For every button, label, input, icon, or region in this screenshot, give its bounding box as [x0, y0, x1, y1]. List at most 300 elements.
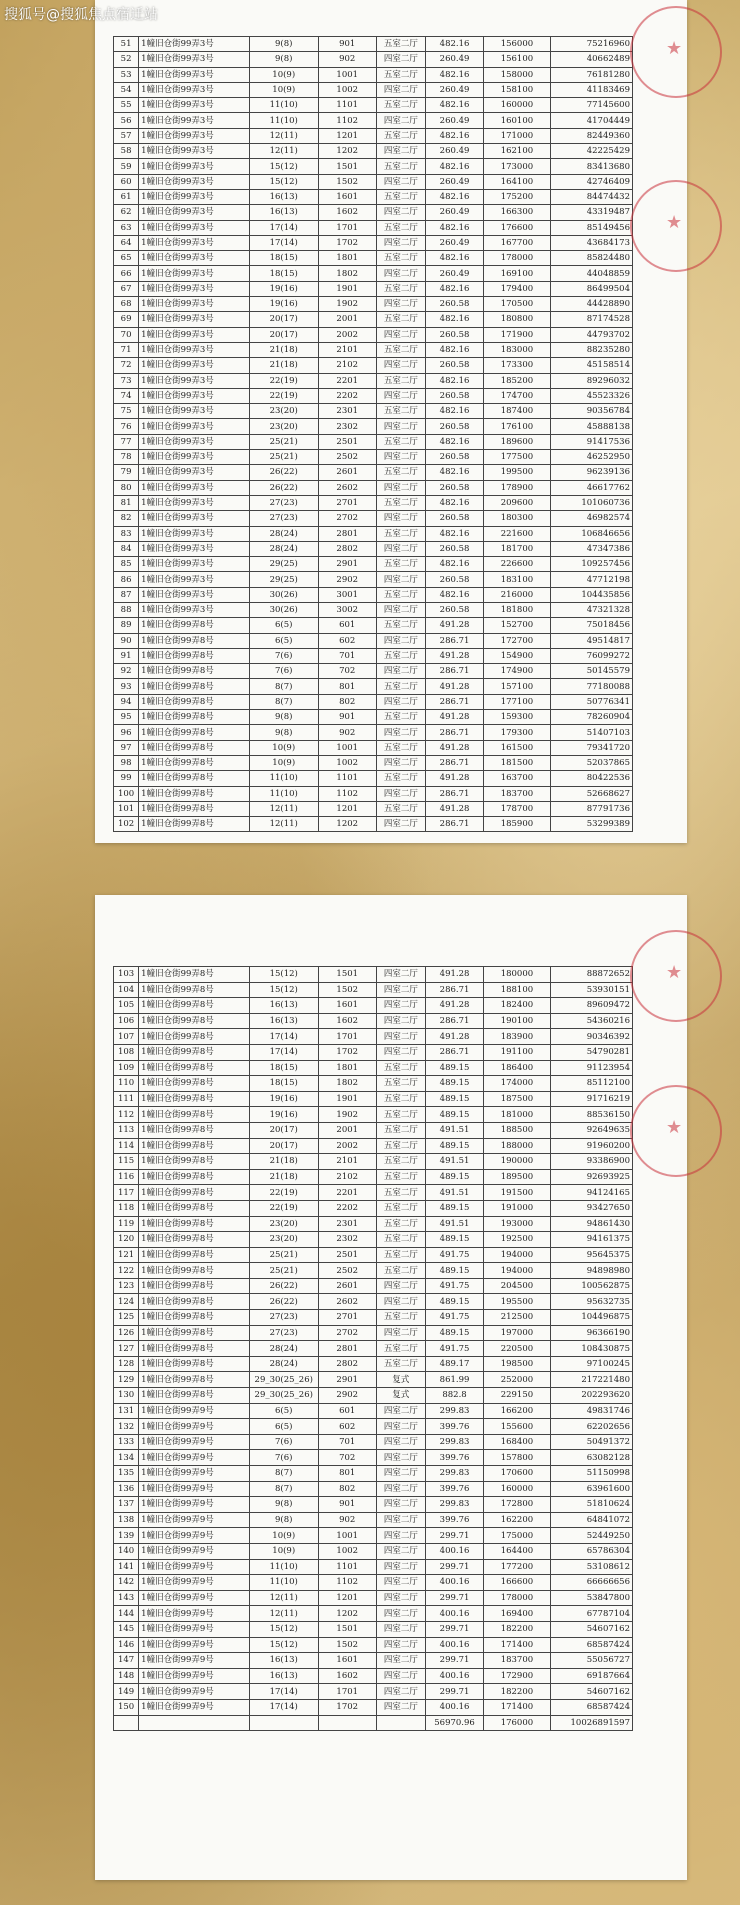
row-number-cell: 91 [114, 648, 139, 663]
table-row [114, 52, 633, 67]
room-number-cell: 902 [318, 1512, 376, 1528]
row-number-cell: 111 [114, 1091, 139, 1107]
layout-type-cell: 四室二厅 [376, 1699, 425, 1715]
total-price-cell: 63961600 [550, 1481, 632, 1497]
row-number-cell: 104 [114, 982, 139, 998]
floor-label-cell: 17(14) [249, 235, 318, 250]
row-number-cell: 65 [114, 251, 139, 266]
unit-price-cell: 158000 [484, 67, 551, 82]
total-price-cell: 43684173 [550, 235, 632, 250]
table-row [114, 817, 633, 832]
floor-area-cell: 482.16 [426, 495, 484, 510]
layout-type-cell: 四室二厅 [376, 541, 425, 556]
layout-type-cell: 四室二厅 [376, 1434, 425, 1450]
table-row [114, 1481, 633, 1497]
floor-area-cell: 491.75 [426, 1278, 484, 1294]
floor-label-cell: 11(10) [249, 113, 318, 128]
floor-label-cell: 20(17) [249, 1138, 318, 1154]
total-price-cell: 50145579 [550, 664, 632, 679]
layout-type-cell: 复式 [376, 1388, 425, 1404]
total-price-cell: 85824480 [550, 251, 632, 266]
building-address-cell: 1幢旧仓街99弄3号 [139, 419, 250, 434]
unit-price-cell: 183000 [484, 342, 551, 357]
unit-price-cell: 156000 [484, 37, 551, 52]
row-number-cell: 141 [114, 1559, 139, 1575]
floor-area-cell: 286.71 [426, 982, 484, 998]
room-number-cell: 3002 [318, 602, 376, 617]
table-row [114, 1247, 633, 1263]
total-price-cell: 96366190 [550, 1325, 632, 1341]
floor-label-cell: 6(5) [249, 618, 318, 633]
layout-type-cell: 四室二厅 [376, 358, 425, 373]
floor-label-cell: 30(26) [249, 602, 318, 617]
unit-price-cell: 172900 [484, 1668, 551, 1684]
unit-price-cell: 188000 [484, 1138, 551, 1154]
room-number-cell: 2901 [318, 1372, 376, 1388]
building-address-cell: 1幢旧仓街99弄9号 [139, 1528, 250, 1544]
row-number-cell: 105 [114, 998, 139, 1014]
table-row [114, 495, 633, 510]
table-row [114, 297, 633, 312]
row-number-cell: 134 [114, 1450, 139, 1466]
layout-type-cell: 四室二厅 [376, 694, 425, 709]
layout-type-cell: 四室二厅 [376, 1606, 425, 1622]
row-number-cell [114, 1715, 139, 1731]
floor-area-cell: 286.71 [426, 1013, 484, 1029]
floor-area-cell: 482.16 [426, 557, 484, 572]
floor-label-cell: 26(22) [249, 480, 318, 495]
layout-type-cell: 四室二厅 [376, 725, 425, 740]
total-price-cell: 91960200 [550, 1138, 632, 1154]
total-price-cell: 40662489 [550, 52, 632, 67]
row-number-cell: 106 [114, 1013, 139, 1029]
source-watermark: 搜狐号@搜狐焦点宿迁站 [4, 7, 158, 23]
floor-area-cell: 260.49 [426, 144, 484, 159]
floor-label-cell: 23(20) [249, 404, 318, 419]
unit-price-cell: 177500 [484, 450, 551, 465]
row-number-cell: 88 [114, 602, 139, 617]
unit-price-cell: 170600 [484, 1466, 551, 1482]
unit-price-cell: 152700 [484, 618, 551, 633]
floor-area-cell: 482.16 [426, 189, 484, 204]
floor-area-cell: 491.28 [426, 801, 484, 816]
layout-type-cell: 四室二厅 [376, 1403, 425, 1419]
floor-label-cell: 29(25) [249, 557, 318, 572]
table-row [114, 1543, 633, 1559]
total-price-cell: 94898980 [550, 1263, 632, 1279]
layout-type-cell: 五室二厅 [376, 1060, 425, 1076]
table-row [114, 1466, 633, 1482]
total-price-cell: 95632735 [550, 1294, 632, 1310]
floor-area-cell: 491.28 [426, 998, 484, 1014]
layout-type-cell: 五室二厅 [376, 1310, 425, 1326]
floor-area-cell: 482.16 [426, 312, 484, 327]
table-row [114, 526, 633, 541]
floor-area-cell: 260.58 [426, 480, 484, 495]
table-row [114, 541, 633, 556]
total-price-cell: 78260904 [550, 710, 632, 725]
building-address-cell: 1幢旧仓街99弄3号 [139, 189, 250, 204]
building-address-cell: 1幢旧仓街99弄8号 [139, 725, 250, 740]
total-price-cell: 69187664 [550, 1668, 632, 1684]
floor-label-cell: 21(18) [249, 1154, 318, 1170]
floor-area-cell: 260.58 [426, 297, 484, 312]
building-address-cell: 1幢旧仓街99弄3号 [139, 511, 250, 526]
total-price-cell: 50776341 [550, 694, 632, 709]
row-number-cell: 72 [114, 358, 139, 373]
floor-label-cell: 28(24) [249, 1356, 318, 1372]
row-number-cell: 59 [114, 159, 139, 174]
table-row [114, 557, 633, 572]
total-price-cell: 49514817 [550, 633, 632, 648]
total-price-cell: 79341720 [550, 740, 632, 755]
table-row [114, 1107, 633, 1123]
floor-area-cell: 260.58 [426, 511, 484, 526]
unit-price-cell: 156100 [484, 52, 551, 67]
floor-area-cell: 260.58 [426, 419, 484, 434]
table-row [114, 465, 633, 480]
floor-area-cell: 299.71 [426, 1653, 484, 1669]
floor-label-cell: 20(17) [249, 327, 318, 342]
table-row [114, 98, 633, 113]
floor-label-cell: 19(16) [249, 297, 318, 312]
row-number-cell: 57 [114, 128, 139, 143]
floor-label-cell: 22(19) [249, 1200, 318, 1216]
layout-type-cell: 四室二厅 [376, 1684, 425, 1700]
unit-price-cell: 172800 [484, 1497, 551, 1513]
row-number-cell: 51 [114, 37, 139, 52]
table-row [114, 128, 633, 143]
row-number-cell: 98 [114, 755, 139, 770]
row-number-cell: 123 [114, 1278, 139, 1294]
layout-type-cell: 四室二厅 [376, 755, 425, 770]
building-address-cell: 1幢旧仓街99弄9号 [139, 1419, 250, 1435]
total-price-cell: 68587424 [550, 1699, 632, 1715]
table-row [114, 1699, 633, 1715]
unit-price-cell: 189500 [484, 1169, 551, 1185]
layout-type-cell: 五室二厅 [376, 618, 425, 633]
floor-area-cell: 861.99 [426, 1372, 484, 1388]
floor-label-cell: 29(25) [249, 572, 318, 587]
total-price-cell: 45888138 [550, 419, 632, 434]
row-number-cell: 74 [114, 388, 139, 403]
table-row [114, 1013, 633, 1029]
total-price-cell: 91123954 [550, 1060, 632, 1076]
building-address-cell: 1幢旧仓街99弄3号 [139, 526, 250, 541]
floor-area-cell: 482.16 [426, 587, 484, 602]
room-number-cell: 1002 [318, 755, 376, 770]
table-row [114, 648, 633, 663]
total-price-cell: 53299389 [550, 817, 632, 832]
floor-label-cell: 18(15) [249, 1060, 318, 1076]
total-price-cell: 88235280 [550, 342, 632, 357]
table-row [114, 511, 633, 526]
unit-price-cell: 174900 [484, 664, 551, 679]
table-row [114, 312, 633, 327]
floor-label-cell: 21(18) [249, 342, 318, 357]
total-price-cell: 54790281 [550, 1044, 632, 1060]
floor-label-cell: 8(7) [249, 1481, 318, 1497]
table-row [114, 235, 633, 250]
unit-price-cell: 186400 [484, 1060, 551, 1076]
room-number-cell: 1101 [318, 1559, 376, 1575]
table-row [114, 159, 633, 174]
unit-price-cell: 162200 [484, 1512, 551, 1528]
floor-label-cell: 17(14) [249, 220, 318, 235]
building-address-cell: 1幢旧仓街99弄8号 [139, 710, 250, 725]
total-price-cell: 46982574 [550, 511, 632, 526]
table-row [114, 342, 633, 357]
total-price-cell: 90346392 [550, 1029, 632, 1045]
room-number-cell: 2702 [318, 1325, 376, 1341]
building-address-cell: 1幢旧仓街99弄8号 [139, 1044, 250, 1060]
table-row [114, 1263, 633, 1279]
layout-type-cell: 五室二厅 [376, 801, 425, 816]
floor-area-cell: 482.16 [426, 465, 484, 480]
unit-price-cell: 160000 [484, 98, 551, 113]
floor-area-cell: 482.16 [426, 220, 484, 235]
floor-area-cell: 482.16 [426, 128, 484, 143]
total-price-cell: 82449360 [550, 128, 632, 143]
unit-price-cell: 166600 [484, 1575, 551, 1591]
building-address-cell: 1幢旧仓街99弄3号 [139, 327, 250, 342]
total-price-cell: 66666656 [550, 1575, 632, 1591]
unit-price-cell: 178900 [484, 480, 551, 495]
row-number-cell: 56 [114, 113, 139, 128]
company-seal-stamp [630, 180, 722, 272]
row-number-cell: 119 [114, 1216, 139, 1232]
unit-price-cell: 166200 [484, 1403, 551, 1419]
layout-type-cell: 四室二厅 [376, 967, 425, 983]
unit-price-cell: 155600 [484, 1419, 551, 1435]
building-address-cell: 1幢旧仓街99弄8号 [139, 664, 250, 679]
floor-area-cell: 482.16 [426, 342, 484, 357]
floor-area-cell: 489.15 [426, 1263, 484, 1279]
floor-label-cell: 16(13) [249, 1668, 318, 1684]
building-address-cell: 1幢旧仓街99弄3号 [139, 480, 250, 495]
total-price-cell: 100562875 [550, 1278, 632, 1294]
building-address-cell: 1幢旧仓街99弄8号 [139, 1372, 250, 1388]
room-number-cell: 1502 [318, 982, 376, 998]
table-row [114, 1294, 633, 1310]
floor-label-cell: 11(10) [249, 786, 318, 801]
room-number-cell: 1202 [318, 1606, 376, 1622]
building-address-cell: 1幢旧仓街99弄8号 [139, 755, 250, 770]
total-price-cell: 45523326 [550, 388, 632, 403]
total-price-cell: 88872652 [550, 967, 632, 983]
row-number-cell: 150 [114, 1699, 139, 1715]
unit-price-cell: 179400 [484, 281, 551, 296]
floor-area-cell: 482.16 [426, 373, 484, 388]
total-price-cell: 97100245 [550, 1356, 632, 1372]
total-price-cell: 47712198 [550, 572, 632, 587]
layout-type-cell: 五室二厅 [376, 740, 425, 755]
total-price-cell: 53930151 [550, 982, 632, 998]
row-number-cell: 135 [114, 1466, 139, 1482]
room-number-cell [318, 1715, 376, 1731]
floor-label-cell: 8(7) [249, 694, 318, 709]
table-row [114, 694, 633, 709]
layout-type-cell: 四室二厅 [376, 1575, 425, 1591]
floor-area-cell: 491.51 [426, 1216, 484, 1232]
table-row [114, 373, 633, 388]
table-row [114, 1076, 633, 1092]
total-price-cell: 202293620 [550, 1388, 632, 1404]
total-price-cell: 51407103 [550, 725, 632, 740]
layout-type-cell: 四室二厅 [376, 235, 425, 250]
table-row [114, 1325, 633, 1341]
row-number-cell: 138 [114, 1512, 139, 1528]
room-number-cell: 2101 [318, 342, 376, 357]
room-number-cell: 1501 [318, 1621, 376, 1637]
layout-type-cell: 四室二厅 [376, 1621, 425, 1637]
unit-price-cell: 160000 [484, 1481, 551, 1497]
row-number-cell: 63 [114, 220, 139, 235]
floor-area-cell: 260.49 [426, 266, 484, 281]
total-price-cell: 54607162 [550, 1621, 632, 1637]
room-number-cell: 2702 [318, 511, 376, 526]
row-number-cell: 121 [114, 1247, 139, 1263]
layout-type-cell: 五室二厅 [376, 159, 425, 174]
building-address-cell: 1幢旧仓街99弄8号 [139, 648, 250, 663]
table-row [114, 251, 633, 266]
layout-type-cell [376, 1715, 425, 1731]
building-address-cell: 1幢旧仓街99弄8号 [139, 1310, 250, 1326]
room-number-cell: 602 [318, 633, 376, 648]
room-number-cell: 2001 [318, 1122, 376, 1138]
room-number-cell: 2602 [318, 480, 376, 495]
unit-price-cell: 172700 [484, 633, 551, 648]
total-price-cell: 44793702 [550, 327, 632, 342]
layout-type-cell: 四室二厅 [376, 1325, 425, 1341]
row-number-cell: 100 [114, 786, 139, 801]
row-number-cell: 62 [114, 205, 139, 220]
row-number-cell: 84 [114, 541, 139, 556]
floor-label-cell: 10(9) [249, 1543, 318, 1559]
unit-price-cell: 194000 [484, 1263, 551, 1279]
layout-type-cell: 五室二厅 [376, 1200, 425, 1216]
building-address-cell: 1幢旧仓街99弄8号 [139, 1325, 250, 1341]
row-number-cell: 125 [114, 1310, 139, 1326]
building-address-cell: 1幢旧仓街99弄9号 [139, 1450, 250, 1466]
room-number-cell: 2802 [318, 541, 376, 556]
building-address-cell: 1幢旧仓街99弄9号 [139, 1684, 250, 1700]
row-number-cell: 112 [114, 1107, 139, 1123]
unit-price-cell: 170500 [484, 297, 551, 312]
unit-price-cell: 171900 [484, 327, 551, 342]
building-address-cell: 1幢旧仓街99弄8号 [139, 1076, 250, 1092]
row-number-cell: 116 [114, 1169, 139, 1185]
unit-price-cell: 162100 [484, 144, 551, 159]
floor-area-cell: 489.15 [426, 1091, 484, 1107]
total-price-cell: 91417536 [550, 434, 632, 449]
row-number-cell: 101 [114, 801, 139, 816]
price-list-body-1 [114, 37, 633, 832]
layout-type-cell: 五室二厅 [376, 37, 425, 52]
unit-price-cell: 188500 [484, 1122, 551, 1138]
unit-price-cell: 216000 [484, 587, 551, 602]
floor-label-cell: 16(13) [249, 189, 318, 204]
building-address-cell: 1幢旧仓街99弄3号 [139, 312, 250, 327]
floor-label-cell: 8(7) [249, 679, 318, 694]
room-number-cell: 1701 [318, 1029, 376, 1045]
floor-label-cell: 23(20) [249, 419, 318, 434]
floor-label-cell [249, 1715, 318, 1731]
total-price-cell: 80422536 [550, 771, 632, 786]
room-number-cell: 2901 [318, 557, 376, 572]
total-price-cell: 93386900 [550, 1154, 632, 1170]
row-number-cell: 109 [114, 1060, 139, 1076]
row-number-cell: 85 [114, 557, 139, 572]
table-row [114, 1575, 633, 1591]
total-price-cell: 44428890 [550, 297, 632, 312]
total-price-cell: 10026891597 [550, 1715, 632, 1731]
building-address-cell: 1幢旧仓街99弄3号 [139, 67, 250, 82]
table-row [114, 786, 633, 801]
table-row [114, 1138, 633, 1154]
total-price-cell: 64841072 [550, 1512, 632, 1528]
unit-price-cell: 194000 [484, 1247, 551, 1263]
floor-label-cell: 16(13) [249, 1653, 318, 1669]
layout-type-cell: 四室二厅 [376, 786, 425, 801]
unit-price-cell: 220500 [484, 1341, 551, 1357]
floor-label-cell: 30(26) [249, 587, 318, 602]
floor-label-cell: 25(21) [249, 1263, 318, 1279]
total-price-cell: 42746409 [550, 174, 632, 189]
total-price-cell: 44048859 [550, 266, 632, 281]
floor-label-cell: 9(8) [249, 1497, 318, 1513]
row-number-cell: 131 [114, 1403, 139, 1419]
table-row [114, 327, 633, 342]
floor-label-cell: 22(19) [249, 373, 318, 388]
floor-label-cell: 23(20) [249, 1232, 318, 1248]
floor-area-cell: 399.76 [426, 1481, 484, 1497]
row-number-cell: 144 [114, 1606, 139, 1622]
floor-area-cell: 882.8 [426, 1388, 484, 1404]
floor-label-cell: 18(15) [249, 251, 318, 266]
total-price-cell: 46252950 [550, 450, 632, 465]
unit-price-cell: 167700 [484, 235, 551, 250]
table-row [114, 1232, 633, 1248]
floor-area-cell: 491.28 [426, 967, 484, 983]
room-number-cell: 1601 [318, 998, 376, 1014]
row-number-cell: 127 [114, 1341, 139, 1357]
floor-area-cell: 286.71 [426, 817, 484, 832]
room-number-cell: 2701 [318, 495, 376, 510]
room-number-cell: 2202 [318, 388, 376, 403]
floor-area-cell: 489.15 [426, 1076, 484, 1092]
floor-area-cell: 482.16 [426, 404, 484, 419]
total-price-cell: 84474432 [550, 189, 632, 204]
row-number-cell: 97 [114, 740, 139, 755]
total-price-cell: 95645375 [550, 1247, 632, 1263]
room-number-cell: 1202 [318, 817, 376, 832]
row-number-cell: 69 [114, 312, 139, 327]
total-price-cell: 41704449 [550, 113, 632, 128]
floor-label-cell: 16(13) [249, 205, 318, 220]
floor-label-cell: 10(9) [249, 1528, 318, 1544]
building-address-cell: 1幢旧仓街99弄8号 [139, 1388, 250, 1404]
row-number-cell: 58 [114, 144, 139, 159]
floor-label-cell: 29_30(25_26) [249, 1388, 318, 1404]
room-number-cell: 1701 [318, 220, 376, 235]
total-price-cell: 75216960 [550, 37, 632, 52]
room-number-cell: 1001 [318, 740, 376, 755]
building-address-cell: 1幢旧仓街99弄3号 [139, 373, 250, 388]
row-number-cell: 92 [114, 664, 139, 679]
total-price-cell: 45158514 [550, 358, 632, 373]
floor-label-cell: 27(23) [249, 1325, 318, 1341]
